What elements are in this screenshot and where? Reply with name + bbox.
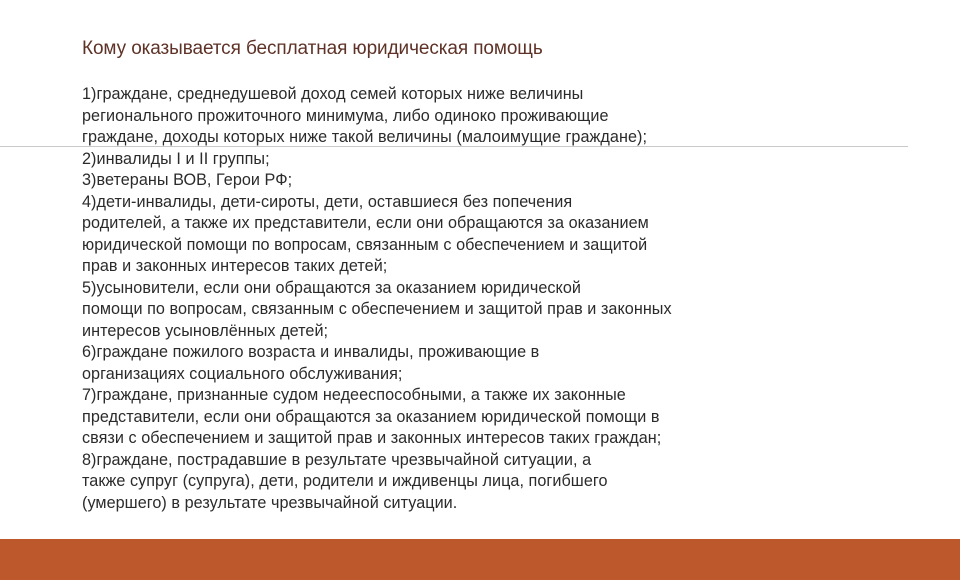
body-line: юридической помощи по вопросам, связанным с обеспечением и защитой [82, 235, 648, 254]
body-line: граждане, доходы которых ниже такой величины (малоимущие граждане); [82, 128, 647, 146]
body-line: 1)граждане, среднедушевой доход семей которых ниже величины [82, 85, 584, 103]
body-line: помощи по вопросам, связанным с обеспечением и защитой прав и законных [82, 300, 672, 318]
slide-body [82, 84, 782, 514]
body-line: 6)граждане пожилого возраста и инвалиды, проживающие в [82, 343, 540, 361]
body-line: (умершего) в результате чрезвычайной ситуации. [82, 493, 458, 512]
body-line: также супруг (супруга), дети, родители и иждивенцы лица, погибшего [82, 472, 608, 490]
body-line: 5)усыновители, если они обращаются за оказанием юридической [82, 278, 582, 297]
body-line: 7)граждане, признанные судом недееспособными, а также их законные [82, 386, 626, 404]
body-line: организациях социального обслуживания; [82, 364, 403, 383]
body-line: 4)дети-инвалиды, дети-сироты, дети, оставшиеся без попечения [82, 192, 573, 211]
body-line: представители, если они обращаются за оказанием юридической помощи в [82, 407, 660, 426]
body-line: родителей, а также их представители, если они обращаются за оказанием [82, 214, 649, 232]
slide-title: Кому оказывается бесплатная юридическая помощь [82, 38, 543, 59]
body-line: регионального прожиточного минимума, либо одиноко проживающие [82, 106, 609, 125]
body-line: 3)ветераны ВОВ, Герои РФ; [82, 171, 293, 189]
accent-bar [0, 539, 960, 580]
body-line: интересов усыновлённых детей; [82, 321, 329, 340]
body-line: связи с обеспечением и защитой прав и законных интересов таких граждан; [82, 429, 662, 447]
body-line: прав и законных интересов таких детей; [82, 257, 388, 275]
body-line: 8)граждане, пострадавшие в результате чрезвычайной ситуации, а [82, 450, 592, 469]
body-line: 2)инвалиды I и II группы; [82, 149, 270, 168]
